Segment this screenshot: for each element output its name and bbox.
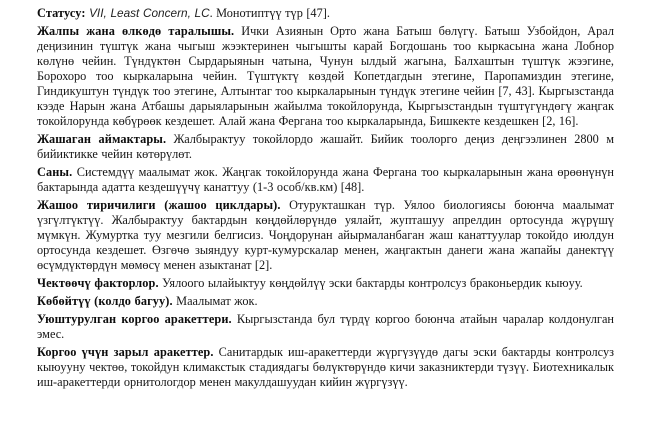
paragraph-population bbox=[37, 165, 614, 195]
section-body-distribution: Ички Азиянын Орто жана Батыш бөлүгү. Батыш Узбойдон, Арал деңизинин түштүк жана чыгыш жээктеринен чыгышты карай Богдошань тоо кыркасына жана Лобнор көлүнө чейин. Түндүктөн Сырдарыянын чатына, Чунун ылдый жагына, Балхаштын түштүк жээгине, Борохоро тоо кыркаларына чейин. Түштүктү көздөй Копетдагдын этегине, Паропамиздин этегине, Гиндикуштун түндүк тоо этегине, Алтынтаг тоо кыркаларынын түндүк этегине чейин [7, 43]. Кыргызстанда кээде Нарын жана Атбашы дарыяларынын жайылма токойлорунда, Кыргызстандын түштүгүндөгү жаңгак токойлорунда көбүрөөк кездешет. Алай жана Фергана тоо кыркаларында, Бишкекте кездешкен [2, 16]. bbox=[37, 24, 614, 128]
section-heading-limiting-factors: Чектөөчү факторлор. bbox=[37, 276, 159, 290]
status-note: . Монотиптүү түр [47]. bbox=[209, 6, 330, 20]
section-body-protection-measures: Кыргызстанда бул түрдү коргоо боюнча атайын чаралар колдонулган эмес. bbox=[37, 312, 614, 341]
paragraph-limiting-factors bbox=[37, 276, 614, 291]
paragraph-distribution bbox=[37, 24, 614, 129]
section-heading-habitat: Жашаган аймактары. bbox=[37, 132, 167, 146]
paragraph-life-cycle bbox=[37, 198, 614, 273]
paragraph-needed-measures bbox=[37, 345, 614, 390]
paragraph-breeding bbox=[37, 294, 614, 309]
section-heading-protection-measures: Уюштурулган коргоо аракеттери. bbox=[37, 312, 232, 326]
section-body-breeding: Маалымат жок. bbox=[176, 294, 258, 308]
section-body-population: Системдүү маалымат жок. Жаңгак токойлорунда жана Фергана тоо кыркаларынын жана өрөөнүнүн бактарында адатта кездешүүчү канаттуу (1-3 особ/кв.км) [48]. bbox=[37, 165, 614, 194]
status-heading: Статусу: bbox=[37, 6, 86, 20]
section-heading-needed-measures: Коргоо үчүн зарыл аракеттер. bbox=[37, 345, 214, 359]
paragraph-status bbox=[37, 6, 614, 21]
section-heading-breeding: Көбөйтүү (колдо багуу). bbox=[37, 294, 173, 308]
section-body-life-cycle: Отурукташкан түр. Уялоо биологиясы боюнча маалымат үзгүлтүктүү. Жалбырактуу бактардын көңдөйлөрүндө уялайт, жупташуу апрелдин ортосунда жүрүшү мүмкүн. Жумуртка туу мезгили белгисиз. Чоңдорунан айырмаланбаган жаш канаттуулар токойдо июлдун ортосунда кездешет. Өзгөчө зыяндуу курт-кумурскалар менен, жаңгактын данеги жана жапайы данектүү өсүмдүктөрдүн мөмөсү менен азыктанат [2]. bbox=[37, 198, 614, 272]
section-body-needed-measures: Санитардык иш-аракеттерди жүргүзүүдө дагы эски бактарды контролсуз кыюууну чектөө, токойдун климакстык стадиядагы бөлүктөрүндө кичи заказниктерди түзүү. Биотехникалык иш-аракеттерди орнитологдор менен макулдашуудан кийин жүргүзүү. bbox=[37, 345, 614, 389]
section-heading-population: Саны. bbox=[37, 165, 73, 179]
section-body-habitat: Жалбырактуу токойлордо жашайт. Бийик тоолорго деңиз деңгээлинен 2800 м бийиктикке чейин көтөрүлөт. bbox=[37, 132, 614, 161]
paragraph-protection-measures bbox=[37, 312, 614, 342]
section-body-limiting-factors: Уялоого ылайыктуу көңдөйлүү эски бактарды контролсуз браконьердик кыюуу. bbox=[162, 276, 583, 290]
paragraph-habitat bbox=[37, 132, 614, 162]
section-heading-distribution: Жалпы жана өлкөдө таралышы. bbox=[37, 24, 235, 38]
status-value: VII, Least Concern, LC bbox=[89, 6, 210, 20]
section-heading-life-cycle: Жашоо тиричилиги (жашоо циклдары). bbox=[37, 198, 281, 212]
